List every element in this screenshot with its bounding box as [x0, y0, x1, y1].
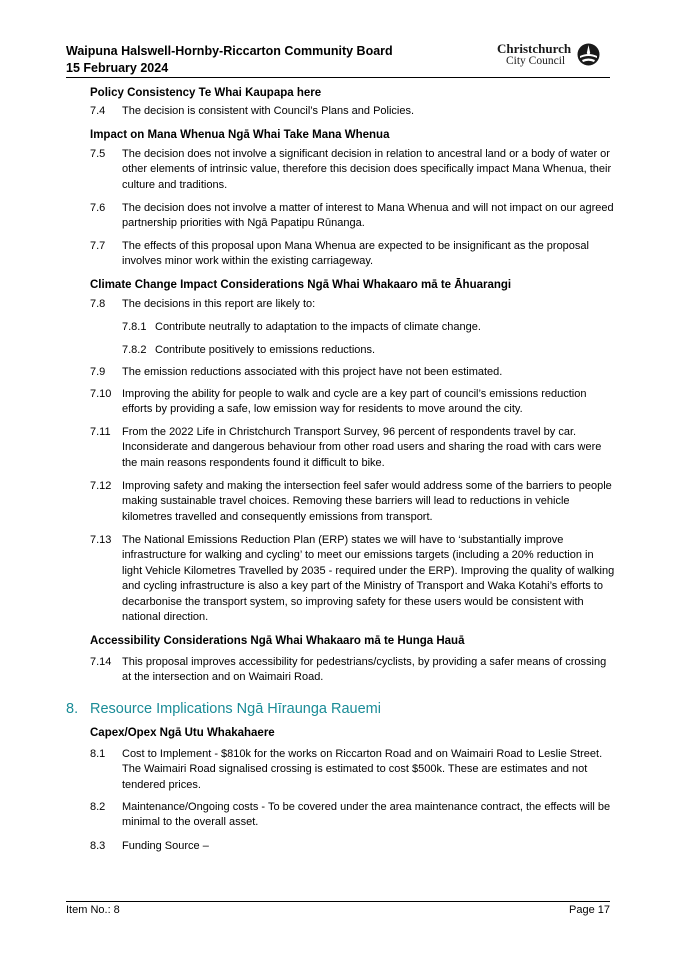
item-text: Funding Source – — [122, 840, 209, 852]
logo-line1: Christchurch — [497, 41, 572, 56]
item-text: The decision does not involve a significant decision in relation to ancestral land or a body of water or other elements of intrinsic value, therefore this decision does specifically impact Mana Whenua, their culture and traditions. — [122, 148, 612, 191]
item-text: The emission reductions associated with this project have not been estimated. — [122, 366, 503, 378]
item-number: 8.3 — [90, 840, 106, 852]
item-text: Maintenance/Ongoing costs - To be covered under the area maintenance contract, the effects will be minimal to the overall asset. — [122, 801, 611, 829]
mana-whenua-heading: Impact on Mana Whenua Ngā Whai Take Mana Whenua — [90, 129, 390, 141]
list-item — [90, 387, 615, 418]
page-header — [66, 43, 393, 77]
list-item — [90, 365, 615, 380]
item-number: 7.11 — [90, 426, 111, 438]
item-number: 7.9 — [90, 366, 106, 378]
list-item — [90, 533, 615, 625]
list-item — [90, 800, 615, 831]
policy-heading: Policy Consistency Te Whai Kaupapa here — [90, 87, 322, 99]
list-item — [90, 747, 615, 793]
subitem-number: 7.8.1 — [122, 321, 147, 333]
list-item — [90, 147, 615, 193]
item-number: 7.8 — [90, 298, 106, 310]
item-number: 7.12 — [90, 480, 112, 492]
section-heading — [66, 700, 381, 718]
page-number: Page 17 — [569, 904, 610, 916]
item-text: The National Emissions Reduction Plan (ERP) states we will have to ‘substantially improve infrastructure for walking and cycling’ to meet our emissions targets (including a 20% reduction in light Vehicle Kilometres Travelled by 2035 - required under the ERP). Improving the quality of walking and cycling infrastructure is also a key part of the Ministry of Transport and Waka Kotahi’s efforts to decarbonise the transport system, so improving safety for these users would be consistent with national direction. — [122, 534, 615, 624]
item-text: Improving the ability for people to walk and cycle are a key part of council’s emissions reduction efforts by providing a safe, low emission way for residents to move around the city. — [122, 388, 587, 416]
item-number: 7.10 — [90, 388, 112, 400]
list-item — [90, 104, 615, 119]
list-item — [90, 239, 615, 270]
item-number: 7.4 — [90, 105, 106, 117]
list-item — [90, 201, 615, 232]
board-name: Waipuna Halswell-Hornby-Riccarton Community Board — [66, 44, 393, 58]
item-number: 8.2 — [90, 801, 106, 813]
capex-opex-heading: Capex/Opex Ngā Utu Whakahaere — [90, 727, 275, 739]
sub-list-item — [122, 343, 612, 358]
footer-divider — [66, 901, 610, 902]
meeting-date: 15 February 2024 — [66, 61, 169, 75]
item-number: 8.1 — [90, 748, 106, 760]
item-text: From the 2022 Life in Christchurch Transport Survey, 96 percent of respondents travel by car. Inconsiderate and dangerous behaviour from other road users and sharing the road with cars were the main reasons respondents found it difficult to bike. — [122, 426, 602, 469]
item-number: 7.13 — [90, 534, 112, 546]
accessibility-heading: Accessibility Considerations Ngā Whai Whakaaro mā te Hunga Hauā — [90, 635, 465, 647]
item-number: 7.14 — [90, 656, 112, 668]
item-text: The decision is consistent with Council’s Plans and Policies. — [122, 105, 415, 117]
item-text: Cost to Implement - $810k for the works on Riccarton Road and on Waimairi Road to Leslie Street. The Waimairi Road signalised crossing is estimated to cost $500k. These are estimates and not tendered prices. — [122, 748, 603, 791]
list-item — [90, 655, 615, 686]
list-item — [90, 479, 615, 525]
subitem-text: Contribute positively to emissions reductions. — [155, 344, 376, 356]
section-number: 8. — [66, 701, 79, 717]
item-number: 7.6 — [90, 202, 106, 214]
item-text: This proposal improves accessibility for pedestrians/cyclists, by providing a safer means of crossing at the intersection and on Waimairi Road. — [122, 656, 607, 684]
list-item — [90, 297, 615, 312]
header-divider — [66, 77, 610, 78]
section-title: Resource Implications Ngā Hīraunga Rauemi — [90, 701, 381, 717]
subitem-number: 7.8.2 — [122, 344, 147, 356]
item-text: Improving safety and making the intersection feel safer would address some of the barriers to people making sustainable travel choices. Removing these barriers will lead to reductions in vehicle kilometres travelled and consequently emissions from transport. — [122, 480, 612, 523]
item-text: The effects of this proposal upon Mana Whenua are expected to be insignificant as the proposal involves minor work within the existing carriageway. — [122, 240, 589, 268]
logo-line2: City Council — [506, 55, 566, 67]
item-number-footer: Item No.: 8 — [66, 904, 120, 916]
item-text: The decisions in this report are likely to: — [122, 298, 316, 310]
item-number: 7.7 — [90, 240, 106, 252]
sub-list-item — [122, 320, 612, 335]
subitem-text: Contribute neutrally to adaptation to the impacts of climate change. — [155, 321, 481, 333]
council-emblem-icon — [577, 43, 600, 67]
list-item — [90, 839, 615, 854]
council-logo — [497, 42, 601, 68]
item-text: The decision does not involve a matter of interest to Mana Whenua and will not impact on our agreed partnership priorities with Ngā Papatipu Rūnanga. — [122, 202, 614, 230]
list-item — [90, 425, 615, 471]
item-number: 7.5 — [90, 148, 106, 160]
climate-heading: Climate Change Impact Considerations Ngā Whai Whakaaro mā te Āhuarangi — [90, 279, 512, 291]
